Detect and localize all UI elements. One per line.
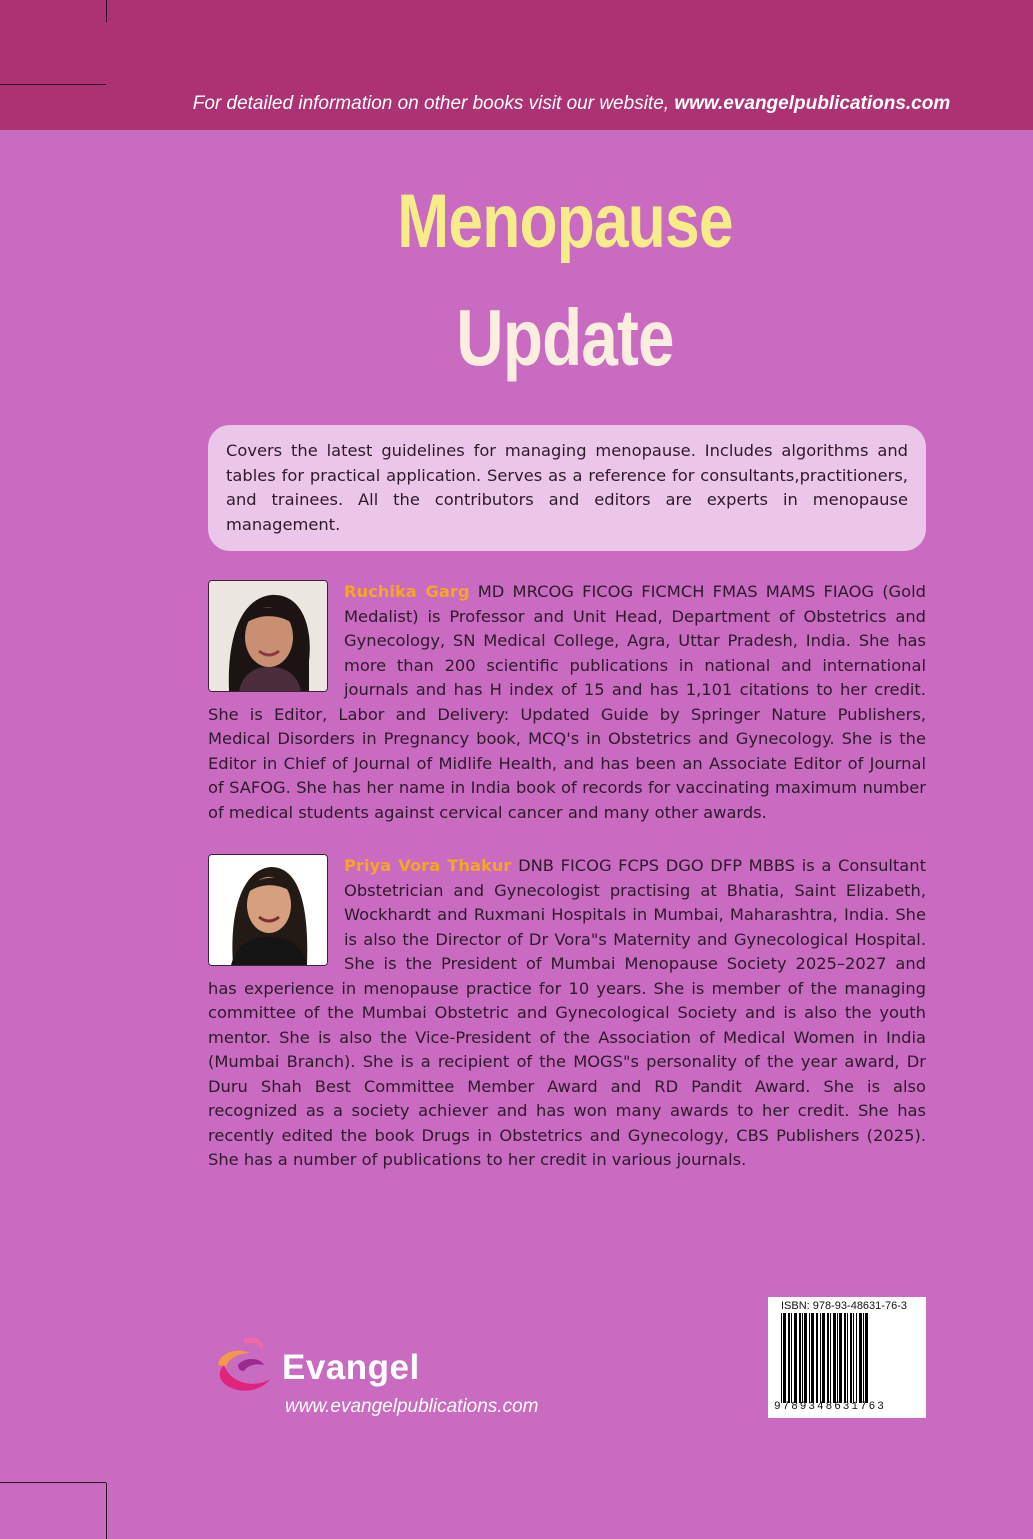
barcode-bar	[863, 1313, 864, 1403]
author-photo-1	[208, 580, 328, 692]
crop-mark	[0, 1482, 106, 1483]
website-notice	[0, 93, 1033, 115]
barcode-bar	[856, 1313, 857, 1403]
barcode-bar	[830, 1313, 831, 1403]
barcode-bar	[827, 1313, 829, 1403]
author-photo-2	[208, 854, 328, 966]
barcode-bar	[791, 1313, 792, 1403]
barcode-bar	[816, 1313, 818, 1403]
barcode-bar	[844, 1313, 846, 1403]
barcode-bars	[780, 1313, 916, 1403]
barcode-bar	[802, 1313, 803, 1403]
barcode-bar	[847, 1313, 848, 1403]
barcode-bar	[865, 1313, 868, 1403]
barcode-digits: 9789348631763	[774, 1401, 886, 1413]
evangel-logo-icon	[210, 1335, 280, 1397]
author-bio-2	[208, 854, 926, 1173]
author-bio-1	[208, 580, 926, 825]
website-notice-text: For detailed information on other books visit our website,	[192, 93, 670, 114]
crop-mark	[106, 0, 107, 22]
barcode-bar	[853, 1313, 854, 1403]
barcode-bar	[859, 1313, 862, 1403]
barcode-bar	[850, 1313, 852, 1403]
publisher-url[interactable]: www.evangelpublications.com	[285, 1396, 539, 1417]
portrait-icon	[209, 855, 327, 965]
author-name-1: Ruchika Garg	[344, 582, 470, 601]
website-notice-url[interactable]: www.evangelpublications.com	[674, 93, 951, 114]
portrait-icon	[209, 581, 327, 691]
book-blurb	[208, 425, 926, 551]
isbn-barcode	[768, 1297, 926, 1418]
barcode-bar	[799, 1313, 801, 1403]
publisher-name: Evangel	[282, 1348, 420, 1387]
blurb-text: Covers the latest guidelines for managing menopause. Includes algorithms and tables for practical application. Serves as a reference for consultants,practitioners, and trainees. All the contributors and editors are experts in menopause management.	[226, 441, 908, 534]
barcode-bar	[837, 1313, 838, 1403]
barcode-bar	[794, 1313, 797, 1403]
author-name-2: Priya Vora Thakur	[344, 856, 512, 875]
isbn-label: ISBN: 978-93-48631-76-3	[781, 1300, 907, 1312]
author-bio-text-1: MD MRCOG FICOG FICMCH FMAS MAMS FIAOG (Gold Medalist) is Professor and Unit Head, Department of Obstetrics and Gynecology, SN Medical College, Agra, Uttar Pradesh, India. She has more than 200 scientific publications in national and international journals and has H index of 15 and has 1,101 citations to her credit. She is Editor, Labor and Delivery: Updated Guide by Springer Nature Publishers, Medical Disorders in Pregnancy book, MCQ's in Obstetrics and Gynecology. She is the Editor in Chief of Journal of Midlife Health, and has been an Associate Editor of Journal of SAFOG. She has her name in India book of records for vaccinating maximum number of medical students against cervical cancer and many other awards.	[208, 582, 926, 822]
barcode-bar	[811, 1313, 814, 1403]
barcode-bar	[781, 1313, 782, 1403]
book-title-line2: Update	[456, 293, 674, 382]
barcode-bar	[804, 1313, 807, 1403]
barcode-bar	[833, 1313, 836, 1403]
barcode-bar	[783, 1313, 786, 1403]
barcode-bar	[820, 1313, 821, 1403]
crop-mark	[0, 84, 106, 85]
barcode-bar	[839, 1313, 842, 1403]
author-bio-text-2: DNB FICOG FCPS DGO DFP MBBS is a Consultant Obstetrician and Gynecologist practising at Bhatia, Saint Elizabeth, Wockhardt and Ruxmani Hospitals in Mumbai, Maharashtra, India. She is also the Director of Dr Vora"s Maternity and Gynecological Hospital. She is the President of Mumbai Menopause Society 2025–2027 and has experience in menopause practice for 10 years. She is member of the managing committee of the Mumbai Obstetric and Gynecological Society and is also the youth mentor. She is also the Vice-President of the Association of Medical Women in India (Mumbai Branch). She is a recipient of the MOGS"s personality of the year award, Dr Duru Shah Best Committee Member Award and RD Pandit Award. She is also recognized as a society achiever and has won many awards to her credit. She has recently edited the book Drugs in Obstetrics and Gynecology, CBS Publishers (2025). She has a number of publications to her credit in various journals.	[208, 856, 926, 1169]
book-title-line1: Menopause	[397, 179, 733, 264]
crop-mark	[106, 1483, 107, 1539]
barcode-bar	[809, 1313, 810, 1403]
barcode-bar	[788, 1313, 790, 1403]
barcode-bar	[822, 1313, 825, 1403]
